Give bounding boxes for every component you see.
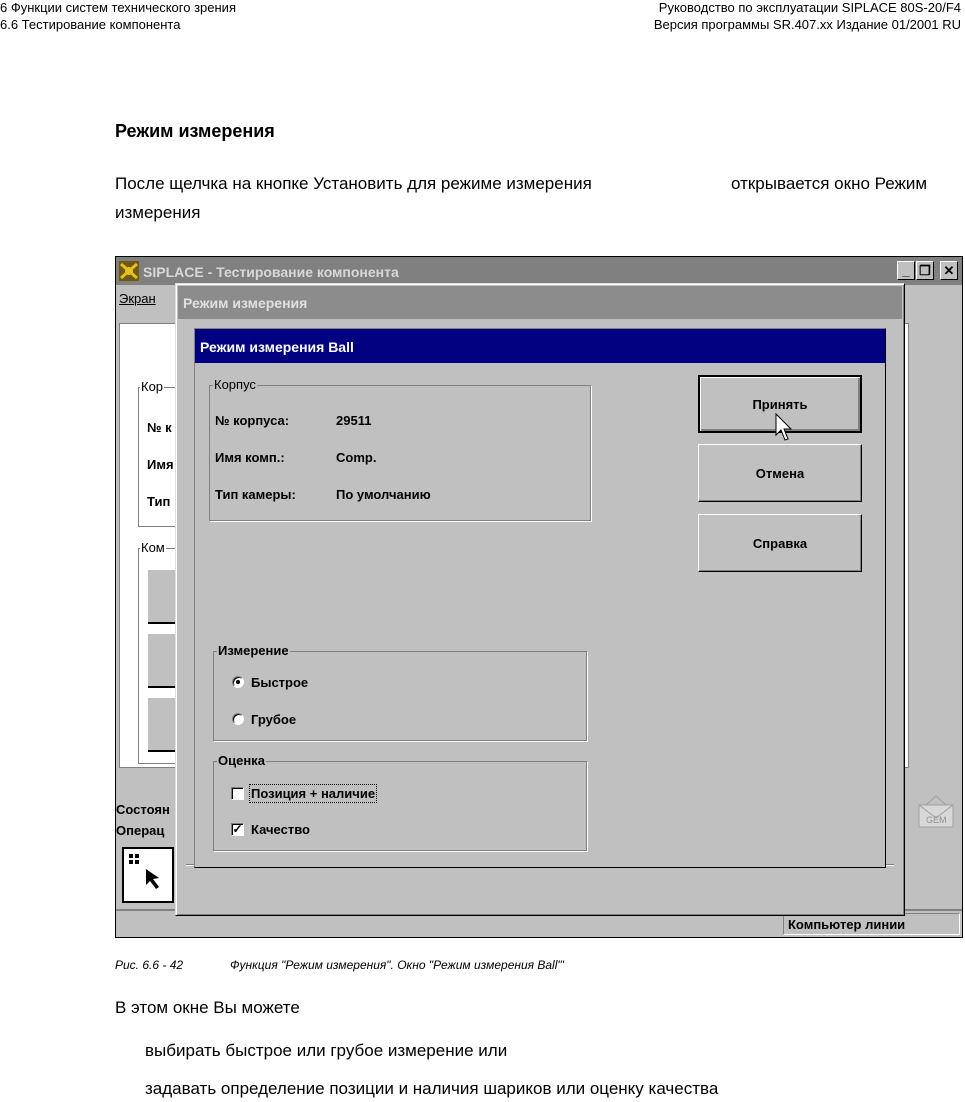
statusbar-text: Компьютер линии: [788, 917, 906, 932]
select-tool-button[interactable]: [122, 847, 174, 903]
minimize-button[interactable]: _: [897, 261, 915, 280]
bg-housing-label: Кор: [141, 379, 164, 394]
intro-line2: измерения: [115, 203, 201, 222]
bg-row3: Тип: [147, 494, 171, 509]
housing-no-value: 29511: [336, 413, 372, 428]
header-right-line2: Версия программы SR.407.xx Издание 01/2001 RU: [653, 17, 961, 32]
header-left-line1: 6 Функции систем технического зрения: [0, 0, 236, 15]
bg-status-label: Состоян: [116, 802, 170, 817]
bg-operation-label: Операц: [116, 823, 165, 838]
bg-component-label: Ком: [141, 540, 165, 555]
gem-mail-icon[interactable]: [916, 793, 956, 829]
app-title: SIPLACE - Тестирование компонента: [143, 264, 399, 280]
inner-dialog-title: Режим измерения Ball: [200, 339, 354, 355]
checkbox-quality[interactable]: ✓: [232, 822, 243, 836]
inner-dialog: [194, 328, 886, 868]
figure-number: Рис. 6.6 - 42: [115, 958, 184, 972]
radio-fast-dot: [236, 680, 240, 684]
header-right-line1: Руководство по эксплуатации SIPLACE 80S-20/F4: [658, 0, 961, 15]
bg-row2: Имя: [147, 457, 174, 472]
close-button[interactable]: ✕: [940, 261, 958, 280]
siplace-logo-icon: [119, 261, 139, 281]
rating-group-label: Оценка: [218, 753, 265, 768]
help-button[interactable]: Справка: [698, 514, 862, 572]
comp-name-label: Имя комп.:: [215, 450, 285, 465]
inner-dialog-titlebar: [195, 329, 885, 363]
header-left-line2: 6.6 Тестирование компонента: [0, 17, 181, 32]
radio-rough-label[interactable]: Грубое: [251, 712, 297, 727]
radio-fast[interactable]: [232, 676, 244, 688]
camera-type-value: По умолчанию: [336, 487, 431, 502]
checkbox-position[interactable]: [231, 787, 244, 800]
camera-type-label: Тип камеры:: [215, 487, 296, 502]
section-title: Режим измерения: [115, 121, 275, 141]
bullet-2: задавать определение позиции и наличия шариков или оценку качества: [145, 1079, 719, 1098]
checkbox-position-label[interactable]: Позиция + наличие: [251, 786, 376, 801]
cancel-button[interactable]: Отмена: [698, 444, 862, 502]
comp-name-value: Comp.: [336, 450, 377, 465]
mouse-cursor-icon: [775, 413, 795, 443]
intro-line1-part1: После щелчка на кнопке Установить для режиме измерения: [115, 174, 592, 193]
figure-caption: Функция "Режим измерения". Окно "Режим измерения Ball"': [230, 958, 564, 972]
housing-group-label: Корпус: [214, 377, 256, 392]
intro-line1-part2: открывается окно Режим: [731, 174, 928, 193]
measurement-group-label: Измерение: [218, 643, 289, 658]
outer-dialog-title: Режим измерения: [183, 295, 308, 311]
menu-screen[interactable]: Экран: [119, 291, 156, 306]
accept-button[interactable]: Принять: [698, 375, 862, 433]
gem-label: GEM: [926, 815, 947, 825]
housing-no-label: № корпуса:: [215, 413, 290, 428]
radio-fast-label[interactable]: Быстрое: [251, 675, 309, 690]
after-text: В этом окне Вы можете: [115, 998, 300, 1017]
rating-group: [213, 761, 587, 851]
measurement-group: [213, 651, 587, 741]
bg-row1: № к: [147, 420, 172, 435]
checkbox-quality-label[interactable]: Качество: [251, 822, 310, 837]
app-title-bar: [116, 257, 962, 285]
bullet-1: выбирать быстрое или грубое измерение или: [145, 1041, 508, 1060]
radio-rough[interactable]: [232, 713, 244, 725]
outer-dialog-titlebar: [178, 286, 902, 319]
pointer-grid-icon: [124, 849, 172, 901]
restore-button[interactable]: ❐: [916, 261, 934, 280]
